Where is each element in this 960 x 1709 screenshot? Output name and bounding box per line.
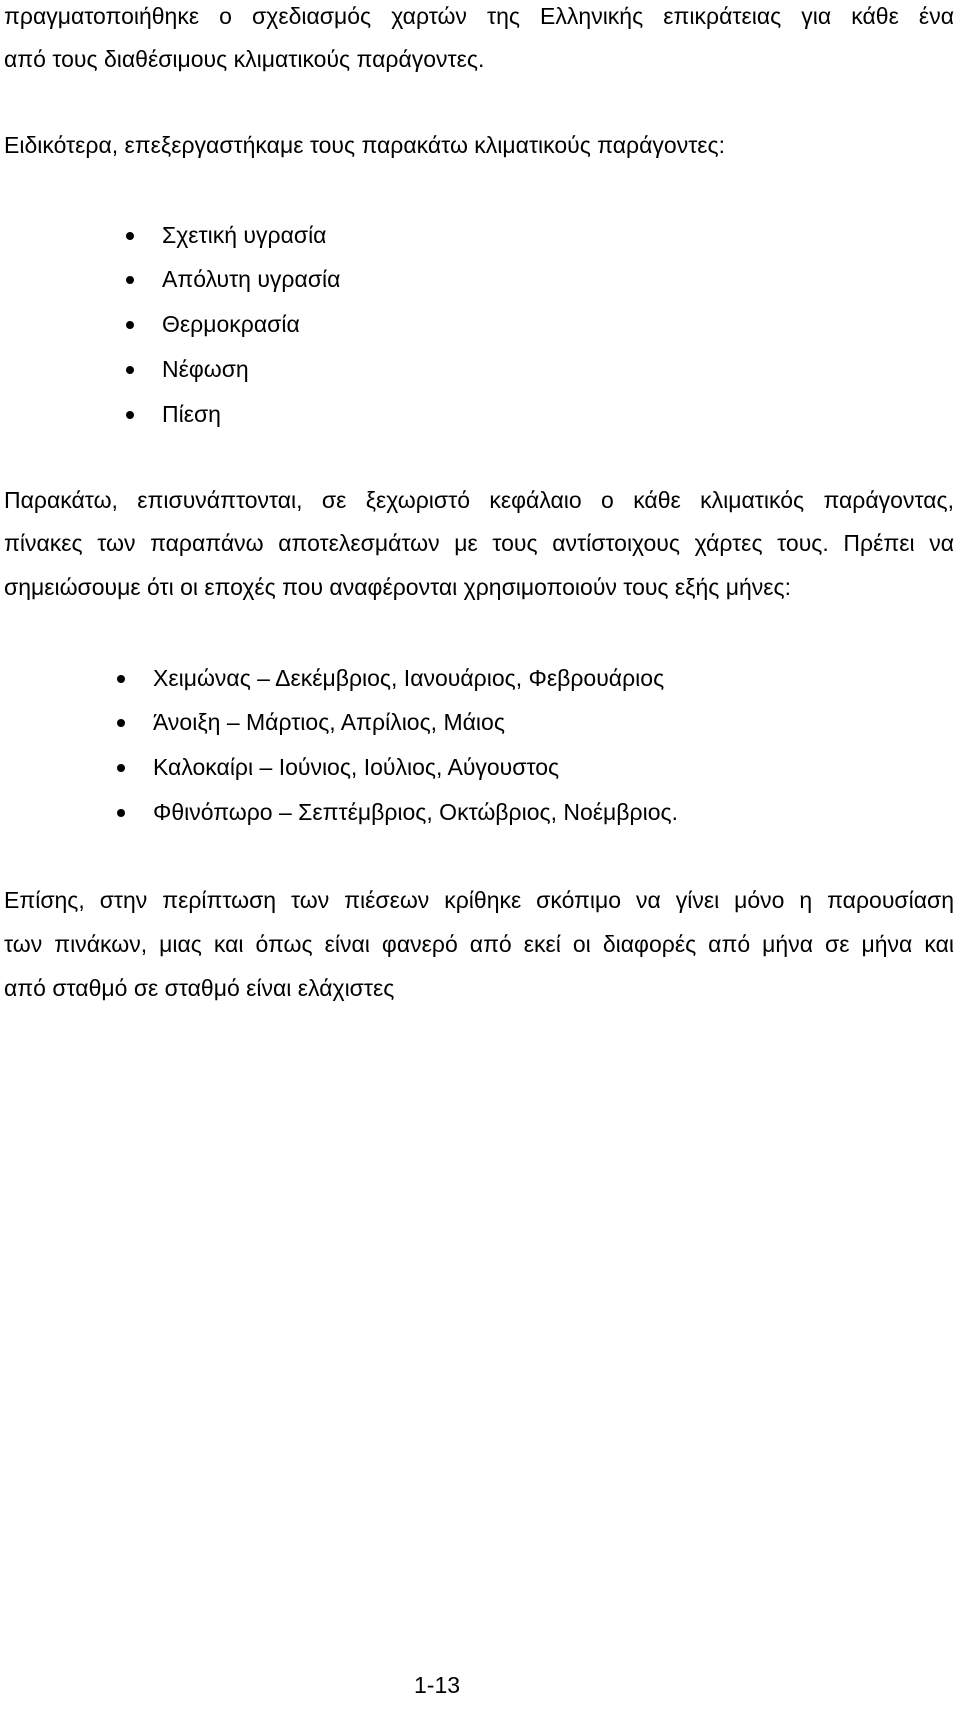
pressure-note-line-2: των πινάκων, μιας και όπως είναι φανερό από εκεί οι διαφορές από μήνα σε μήνα και (4, 931, 954, 957)
list-item-text: Άνοιξη – Μάρτιος, Απρίλιος, Μάιος (153, 709, 505, 735)
bullet-icon (126, 321, 134, 329)
list-item-text: Πίεση (162, 401, 221, 427)
page-number: 1-13 (414, 1672, 461, 1698)
bullet-icon (126, 232, 134, 240)
tables-note-line-1: Παρακάτω, επισυνάπτονται, σε ξεχωριστό κεφάλαιο ο κάθε κλιματικός παράγοντας, (4, 487, 954, 513)
intro-line-2: από τους διαθέσιμους κλιματικούς παράγοντες. (4, 46, 485, 72)
bullet-icon (126, 366, 134, 374)
list-item-text: Θερμοκρασία (162, 311, 300, 337)
bullet-icon (117, 675, 125, 683)
list-item-text: Νέφωση (162, 356, 249, 382)
intro-line-1: πραγματοποιήθηκε ο σχεδιασμός χαρτών της Ελληνικής επικράτειας για κάθε ένα (4, 3, 954, 29)
list-item-text: Χειμώνας – Δεκέμβριος, Ιανουάριος, Φεβρουάριος (153, 665, 665, 691)
bullet-icon (117, 719, 125, 727)
list-item-text: Σχετική υγρασία (162, 222, 327, 248)
bullet-icon (117, 809, 125, 817)
bullet-icon (117, 764, 125, 772)
tables-note-line-3: σημειώσουμε ότι οι εποχές που αναφέρονται χρησιμοποιούν τους εξής μήνες: (4, 574, 791, 600)
list-item-text: Φθινόπωρο – Σεπτέμβριος, Οκτώβριος, Νοέμβριος. (153, 799, 678, 825)
list-item-text: Καλοκαίρι – Ιούνιος, Ιούλιος, Αύγουστος (153, 754, 560, 780)
list-item-text: Απόλυτη υγρασία (162, 266, 341, 292)
factors-lead: Ειδικότερα, επεξεργαστήκαμε τους παρακάτω κλιματικούς παράγοντες: (4, 132, 726, 158)
pressure-note-line-1: Επίσης, στην περίπτωση των πιέσεων κρίθηκε σκόπιμο να γίνει μόνο η παρουσίαση (4, 887, 954, 913)
bullet-icon (126, 276, 134, 284)
bullet-icon (126, 411, 134, 419)
pressure-note-line-3: από σταθμό σε σταθμό είναι ελάχιστες (4, 975, 395, 1001)
tables-note-line-2: πίνακες των παραπάνω αποτελεσμάτων με τους αντίστοιχους χάρτες τους. Πρέπει να (4, 530, 954, 556)
